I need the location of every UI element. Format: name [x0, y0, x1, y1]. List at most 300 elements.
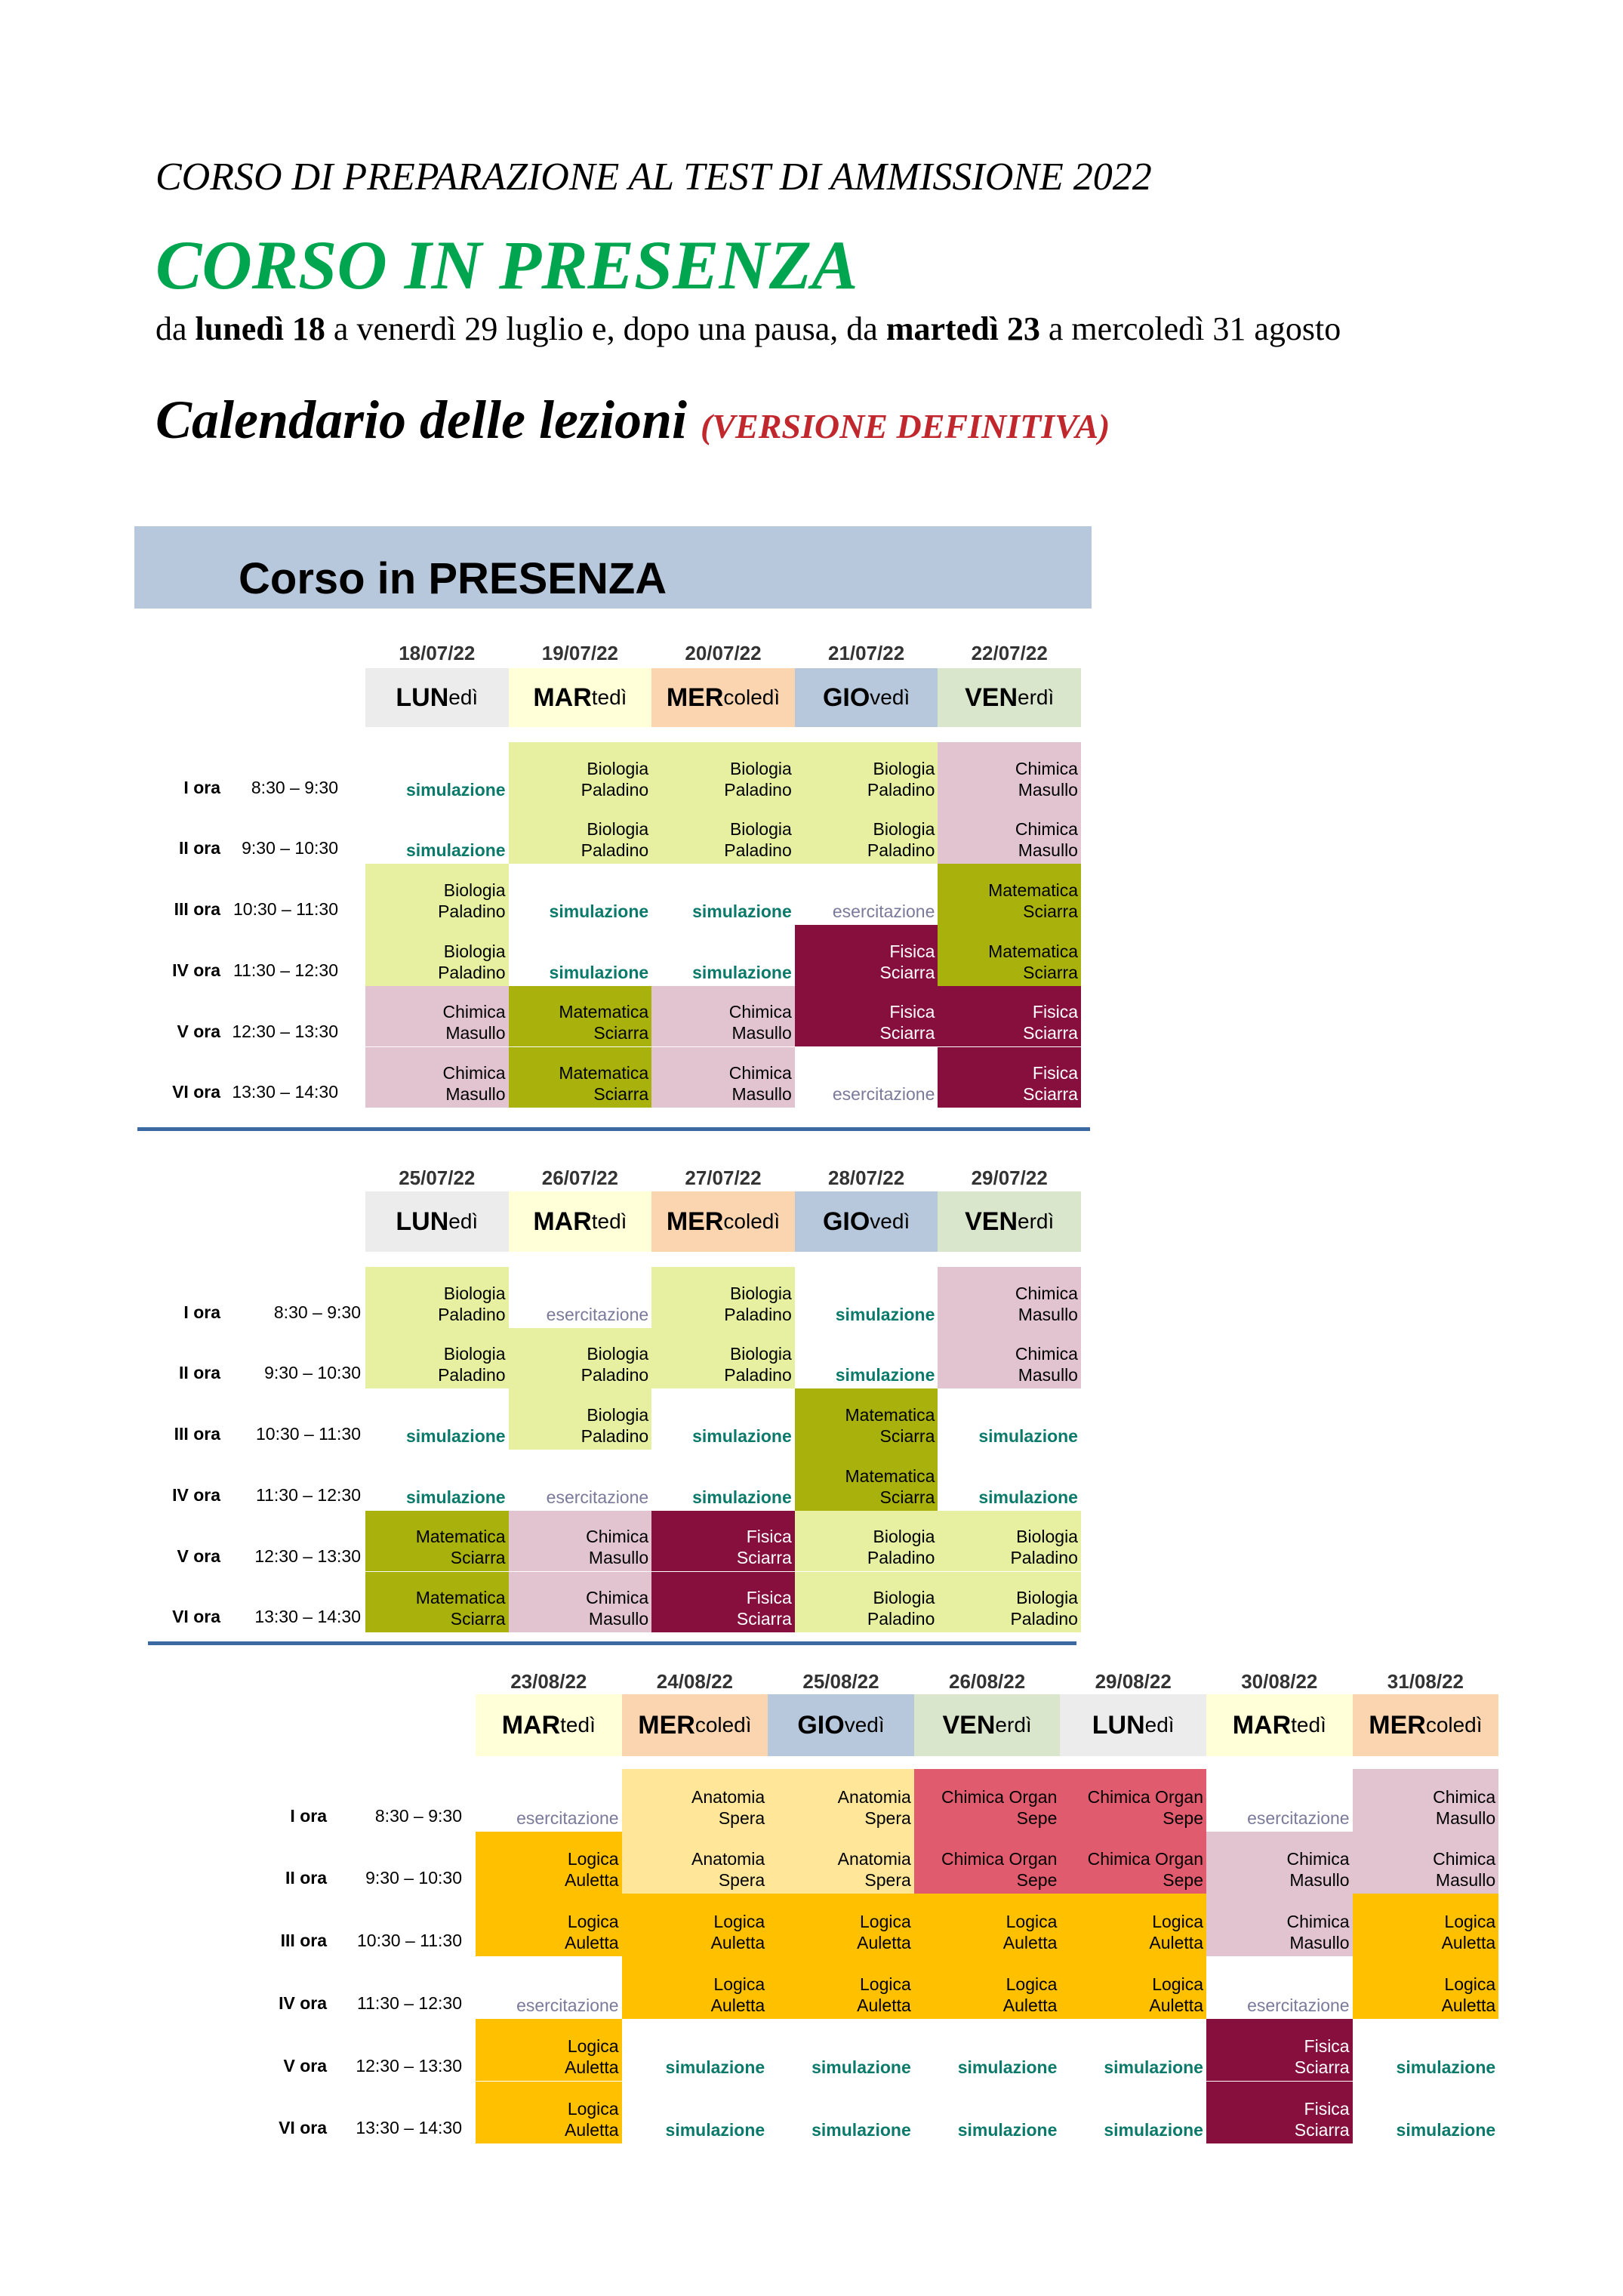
hour-label: III ora — [174, 899, 220, 920]
lesson-cell — [622, 1956, 768, 2019]
day-name-rest: tedì — [591, 1210, 627, 1233]
subject-name: Anatomia — [837, 1786, 911, 1807]
lesson-cell — [651, 1511, 795, 1572]
subject-name: Chimica — [1015, 819, 1078, 840]
subject-name: Chimica — [1286, 1912, 1350, 1932]
subject-name: Matematica — [559, 1063, 649, 1083]
simulazione-label: simulazione — [665, 2120, 765, 2140]
day-date: 20/07/22 — [685, 642, 762, 664]
day-name-abbr: LUN — [396, 683, 449, 712]
subject-name: Biologia — [873, 1588, 935, 1608]
subject-name: Logica — [1444, 1974, 1496, 1994]
teacher-name: Sepe — [1016, 1870, 1058, 1891]
lesson-cell — [795, 742, 938, 803]
lesson-cell — [1353, 2082, 1499, 2144]
teacher-name: Sciarra — [736, 1548, 792, 1568]
lesson-cell — [1206, 1769, 1353, 1832]
teacher-name: Sciarra — [1023, 962, 1078, 982]
teacher-name: Auletta — [564, 1933, 619, 1953]
lesson-cell — [938, 1047, 1081, 1108]
lesson-cell — [365, 864, 509, 925]
lesson-cell — [622, 2019, 768, 2082]
lesson-cell — [1060, 1956, 1206, 2019]
lesson-cell — [651, 925, 795, 986]
day-header — [768, 1694, 914, 1756]
hour-label: IV ora — [172, 960, 220, 980]
teacher-name: Paladino — [724, 779, 792, 800]
day-header — [365, 1191, 509, 1252]
subject-name: Matematica — [988, 880, 1078, 901]
lesson-cell — [651, 1328, 795, 1389]
lesson-cell — [509, 803, 652, 864]
hour-label: VI ora — [172, 1607, 220, 1627]
lesson-cell — [795, 803, 938, 864]
day-date: 25/08/22 — [802, 1670, 879, 1693]
lesson-cell — [938, 803, 1081, 864]
hour-time: 11:30 – 12:30 — [357, 1992, 462, 2013]
day-name-rest: erdì — [1018, 1210, 1055, 1233]
lesson-cell — [795, 1267, 938, 1328]
day-name-rest: edì — [448, 686, 479, 709]
teacher-name: Paladino — [724, 840, 792, 861]
lesson-cell — [365, 925, 509, 986]
lesson-cell — [795, 1450, 938, 1511]
lesson-cell — [622, 1832, 768, 1894]
day-name-abbr: GIO — [822, 683, 870, 712]
teacher-name: Paladino — [438, 1365, 506, 1385]
lesson-cell — [509, 925, 652, 986]
esercitazione-label: esercitazione — [516, 1995, 619, 2015]
hour-label: I ora — [183, 777, 220, 797]
lesson-cell — [938, 1572, 1081, 1633]
lesson-cell — [509, 986, 652, 1047]
lesson-cell — [509, 1572, 652, 1633]
subject-name: Anatomia — [837, 1849, 911, 1869]
subject-name: Chimica — [586, 1527, 649, 1547]
day-name-abbr: MER — [666, 1207, 724, 1236]
teacher-name: Sepe — [1163, 1808, 1203, 1828]
day-name-abbr: GIO — [797, 1710, 845, 1740]
subject-name: Logica — [860, 1912, 911, 1932]
esercitazione-label: esercitazione — [546, 1304, 649, 1324]
teacher-name: Paladino — [724, 1365, 792, 1385]
lesson-cell — [651, 1388, 795, 1450]
hour-time: 12:30 – 13:30 — [254, 1546, 361, 1566]
hour-time: 10:30 – 11:30 — [357, 1931, 462, 1951]
teacher-name: Auletta — [564, 1870, 619, 1891]
lesson-cell — [768, 2082, 914, 2144]
teacher-name: Auletta — [1149, 1995, 1203, 2015]
subject-name: Biologia — [443, 880, 506, 901]
teacher-name: Masullo — [731, 1084, 792, 1105]
teacher-name: Sciarra — [1023, 901, 1078, 922]
lesson-cell — [1353, 1956, 1499, 2019]
teacher-name: Paladino — [724, 1304, 792, 1324]
hour-time: 12:30 – 13:30 — [232, 1021, 338, 1041]
hour-label: III ora — [280, 1931, 327, 1951]
subject-name: Fisica — [1032, 1063, 1078, 1083]
day-header — [1060, 1694, 1206, 1756]
subject-name: Biologia — [443, 1344, 506, 1364]
teacher-name: Auletta — [1149, 1933, 1203, 1953]
teacher-name: Sciarra — [450, 1609, 506, 1629]
lesson-cell — [651, 864, 795, 925]
subject-name: Matematica — [845, 1405, 935, 1425]
subject-name: Logica — [1006, 1912, 1058, 1932]
subject-name: Logica — [567, 1912, 619, 1932]
esercitazione-label: esercitazione — [546, 1487, 649, 1507]
day-date: 27/07/22 — [685, 1166, 762, 1189]
lesson-cell — [795, 986, 938, 1047]
lesson-cell — [622, 1894, 768, 1956]
teacher-name: Masullo — [1435, 1870, 1496, 1891]
day-date: 18/07/22 — [399, 642, 476, 664]
day-header — [651, 1191, 795, 1252]
simulazione-label: simulazione — [978, 1487, 1078, 1507]
hour-label: VI ora — [172, 1082, 220, 1102]
subject-name: Biologia — [587, 819, 649, 840]
day-header — [622, 1694, 768, 1756]
teacher-name: Spera — [718, 1808, 765, 1828]
simulazione-label: simulazione — [835, 1304, 935, 1324]
subject-name: Fisica — [1032, 1002, 1078, 1022]
hour-label: II ora — [285, 1868, 327, 1888]
subject-name: Biologia — [1016, 1527, 1078, 1547]
subject-name: Anatomia — [691, 1786, 765, 1807]
day-name-abbr: LUN — [1092, 1710, 1145, 1740]
day-name-abbr: MER — [638, 1710, 695, 1740]
lesson-cell — [914, 1769, 1061, 1832]
subject-name: Logica — [567, 2099, 619, 2119]
day-date: 26/07/22 — [541, 1166, 618, 1189]
hour-label: VI ora — [279, 2118, 327, 2138]
teacher-name: Auletta — [710, 1933, 765, 1953]
teacher-name: Spera — [864, 1870, 911, 1891]
subject-name: Fisica — [1304, 2036, 1350, 2057]
day-date: 22/07/22 — [971, 642, 1048, 664]
lesson-cell — [914, 2019, 1061, 2082]
subject-name: Chimica — [442, 1002, 506, 1022]
simulazione-label: simulazione — [665, 2057, 765, 2078]
day-date: 29/07/22 — [971, 1166, 1048, 1189]
teacher-name: Sciarra — [879, 1426, 935, 1447]
subject-name: Biologia — [587, 1405, 649, 1425]
subject-name: Chimica Organ — [1087, 1849, 1203, 1869]
teacher-name: Auletta — [564, 2120, 619, 2140]
hour-label: V ora — [283, 2055, 327, 2076]
day-date: 25/07/22 — [399, 1166, 476, 1189]
banner-title: Corso in PRESENZA — [239, 554, 667, 603]
day-name-abbr: GIO — [822, 1207, 870, 1236]
lesson-cell — [476, 1894, 622, 1956]
lesson-cell — [914, 1832, 1061, 1894]
teacher-name: Paladino — [867, 1609, 935, 1629]
teacher-name: Masullo — [445, 1023, 506, 1043]
simulazione-label: simulazione — [549, 901, 649, 922]
course-dates: da lunedì 18 a venerdì 29 luglio e, dopo una pausa, da martedì 23 a mercoledì 31 agosto — [156, 310, 1341, 347]
hour-time: 10:30 – 11:30 — [256, 1424, 361, 1444]
lesson-cell — [365, 1047, 509, 1108]
lesson-cell — [365, 986, 509, 1047]
subject-name: Biologia — [729, 819, 792, 840]
subject-name: Chimica Organ — [941, 1786, 1058, 1807]
subject-name: Logica — [1006, 1974, 1058, 1994]
lesson-cell — [509, 864, 652, 925]
day-name-rest: vedì — [844, 1713, 885, 1737]
teacher-name: Paladino — [581, 1365, 649, 1385]
lesson-cell — [365, 1267, 509, 1328]
subject-name: Biologia — [873, 1527, 935, 1547]
hour-time: 8:30 – 9:30 — [273, 1302, 361, 1322]
day-name-rest: coledì — [723, 686, 781, 709]
teacher-name: Sepe — [1163, 1870, 1203, 1891]
subject-name: Chimica — [1015, 1283, 1078, 1303]
week-divider — [148, 1641, 1076, 1645]
day-header — [795, 668, 938, 727]
lesson-cell — [1206, 2019, 1353, 2082]
simulazione-label: simulazione — [812, 2120, 911, 2140]
subject-name: Logica — [1152, 1912, 1203, 1932]
lesson-cell — [938, 1267, 1081, 1328]
hour-time: 13:30 – 14:30 — [254, 1607, 361, 1627]
day-name-rest: coledì — [694, 1713, 752, 1737]
teacher-name: Masullo — [731, 1023, 792, 1043]
simulazione-label: simulazione — [692, 901, 792, 922]
subject-name: Anatomia — [691, 1849, 765, 1869]
teacher-name: Paladino — [581, 840, 649, 861]
teacher-name: Sciarra — [736, 1609, 792, 1629]
day-name-abbr: VEN — [942, 1710, 996, 1740]
subject-name: Chimica — [1286, 1849, 1350, 1869]
teacher-name: Auletta — [857, 1933, 911, 1953]
lesson-cell — [651, 803, 795, 864]
hour-time: 8:30 – 9:30 — [374, 1805, 462, 1826]
lesson-cell — [365, 803, 509, 864]
hour-time: 13:30 – 14:30 — [232, 1082, 338, 1102]
subject-name: Biologia — [587, 1344, 649, 1364]
teacher-name: Auletta — [710, 1995, 765, 2015]
lesson-cell — [1353, 1894, 1499, 1956]
teacher-name: Sciarra — [1023, 1084, 1078, 1105]
subject-name: Chimica — [728, 1002, 792, 1022]
teacher-name: Masullo — [1018, 1304, 1078, 1324]
week-divider — [137, 1127, 1090, 1131]
day-name-abbr: VEN — [965, 1207, 1018, 1236]
subject-name: Fisica — [1304, 2099, 1350, 2119]
teacher-name: Paladino — [1010, 1609, 1078, 1629]
day-header — [476, 1694, 622, 1756]
subject-name: Logica — [1444, 1912, 1496, 1932]
lesson-cell — [938, 1450, 1081, 1511]
subject-name: Matematica — [559, 1002, 649, 1022]
lesson-cell — [768, 1832, 914, 1894]
day-name-rest: tedì — [591, 686, 627, 709]
subject-name: Biologia — [873, 758, 935, 778]
hour-label: V ora — [177, 1546, 220, 1566]
hour-label: V ora — [177, 1021, 220, 1041]
subject-name: Matematica — [845, 1465, 935, 1486]
lesson-cell — [509, 1267, 652, 1328]
day-name-rest: erdì — [1018, 686, 1055, 709]
teacher-name: Masullo — [1018, 840, 1078, 861]
lesson-cell — [651, 742, 795, 803]
teacher-name: Paladino — [581, 1426, 649, 1447]
simulazione-label: simulazione — [692, 962, 792, 982]
day-date: 30/08/22 — [1241, 1670, 1318, 1693]
simulazione-label: simulazione — [692, 1426, 792, 1447]
subject-name: Biologia — [443, 1283, 506, 1303]
subject-name: Logica — [713, 1912, 765, 1932]
lesson-cell — [365, 1572, 509, 1633]
teacher-name: Sciarra — [879, 1023, 935, 1043]
esercitazione-label: esercitazione — [1247, 1808, 1350, 1828]
simulazione-label: simulazione — [1104, 2120, 1203, 2140]
teacher-name: Paladino — [438, 901, 506, 922]
teacher-name: Auletta — [1002, 1995, 1058, 2015]
subject-name: Biologia — [587, 758, 649, 778]
simulazione-label: simulazione — [957, 2120, 1058, 2140]
day-date: 29/08/22 — [1095, 1670, 1172, 1693]
hour-time: 12:30 – 13:30 — [356, 2055, 462, 2076]
subject-name: Fisica — [746, 1527, 792, 1547]
hour-time: 13:30 – 14:30 — [356, 2118, 462, 2138]
lesson-cell — [1206, 2082, 1353, 2144]
esercitazione-label: esercitazione — [832, 901, 935, 922]
lesson-cell — [476, 1769, 622, 1832]
lesson-cell — [768, 1956, 914, 2019]
day-header — [938, 1191, 1081, 1252]
lesson-cell — [1353, 1769, 1499, 1832]
simulazione-label: simulazione — [812, 2057, 911, 2078]
simulazione-label: simulazione — [549, 962, 649, 982]
course-mode-title: CORSO IN PRESENZA — [156, 227, 858, 304]
lesson-cell — [795, 1047, 938, 1108]
day-name-abbr: LUN — [396, 1207, 449, 1236]
subject-name: Chimica Organ — [1087, 1786, 1203, 1807]
lesson-cell — [1353, 1832, 1499, 1894]
hour-time: 9:30 – 10:30 — [264, 1363, 361, 1383]
esercitazione-label: esercitazione — [832, 1084, 935, 1105]
lesson-cell — [365, 1328, 509, 1389]
teacher-name: Spera — [864, 1808, 911, 1828]
teacher-name: Sciarra — [879, 1487, 935, 1507]
hour-label: II ora — [179, 1363, 220, 1383]
teacher-name: Paladino — [581, 779, 649, 800]
hour-time: 9:30 – 10:30 — [365, 1868, 462, 1888]
lesson-cell — [476, 2082, 622, 2144]
lesson-cell — [914, 2082, 1061, 2144]
teacher-name: Masullo — [1289, 1933, 1350, 1953]
subject-name: Biologia — [443, 941, 506, 961]
hour-label: IV ora — [172, 1484, 220, 1505]
day-date: 23/08/22 — [510, 1670, 587, 1693]
lesson-cell — [795, 1572, 938, 1633]
subject-name: Chimica — [1433, 1786, 1496, 1807]
day-name-rest: tedì — [560, 1713, 596, 1737]
hour-label: IV ora — [279, 1992, 327, 2013]
lesson-cell — [365, 1388, 509, 1450]
lesson-cell — [938, 864, 1081, 925]
lesson-cell — [622, 1769, 768, 1832]
subject-name: Chimica — [1015, 758, 1078, 778]
lesson-cell — [476, 2019, 622, 2082]
day-name-abbr: MAR — [533, 1207, 592, 1236]
lesson-cell — [768, 1894, 914, 1956]
lesson-cell — [1060, 2082, 1206, 2144]
lesson-cell — [938, 1328, 1081, 1389]
day-name-abbr: MAR — [533, 683, 592, 712]
teacher-name: Masullo — [1018, 1365, 1078, 1385]
day-date: 19/07/22 — [541, 642, 618, 664]
esercitazione-label: esercitazione — [1247, 1995, 1350, 2015]
teacher-name: Sciarra — [593, 1023, 649, 1043]
lesson-cell — [651, 986, 795, 1047]
subject-name: Biologia — [729, 1283, 792, 1303]
teacher-name: Masullo — [1018, 779, 1078, 800]
teacher-name: Paladino — [438, 962, 506, 982]
lesson-cell — [938, 1388, 1081, 1450]
lesson-cell — [914, 1894, 1061, 1956]
lesson-cell — [651, 1267, 795, 1328]
day-date: 24/08/22 — [656, 1670, 733, 1693]
simulazione-label: simulazione — [405, 1426, 506, 1447]
hour-time: 9:30 – 10:30 — [242, 838, 338, 858]
lesson-cell — [365, 1511, 509, 1572]
day-name-rest: erdì — [995, 1713, 1032, 1737]
day-date: 26/08/22 — [948, 1670, 1026, 1693]
day-name-rest: edì — [1144, 1713, 1175, 1737]
subject-name: Logica — [567, 2036, 619, 2057]
course-heading: CORSO DI PREPARAZIONE AL TEST DI AMMISSIONE 2022 — [156, 156, 1152, 199]
teacher-name: Sepe — [1016, 1808, 1058, 1828]
subject-name: Matematica — [415, 1527, 506, 1547]
subject-name: Fisica — [746, 1588, 792, 1608]
lesson-cell — [938, 742, 1081, 803]
day-name-rest: coledì — [723, 1210, 781, 1233]
subject-name: Matematica — [415, 1588, 506, 1608]
teacher-name: Auletta — [1441, 1995, 1496, 2015]
teacher-name: Sciarra — [450, 1548, 506, 1568]
subject-name: Biologia — [1016, 1588, 1078, 1608]
subject-name: Biologia — [729, 758, 792, 778]
lesson-cell — [1206, 1956, 1353, 2019]
teacher-name: Masullo — [1435, 1808, 1496, 1828]
lesson-cell — [1060, 1832, 1206, 1894]
lesson-cell — [365, 1450, 509, 1511]
hour-time: 8:30 – 9:30 — [251, 777, 338, 797]
day-name-rest: vedì — [870, 1210, 910, 1233]
teacher-name: Auletta — [857, 1995, 911, 2015]
hour-label: I ora — [183, 1302, 220, 1322]
teacher-name: Masullo — [1289, 1870, 1350, 1891]
lesson-cell — [509, 1388, 652, 1450]
hour-time: 10:30 – 11:30 — [233, 899, 338, 920]
lesson-cell — [651, 1572, 795, 1633]
day-name-abbr: MAR — [501, 1710, 561, 1740]
subject-name: Biologia — [873, 819, 935, 840]
lesson-cell — [938, 1511, 1081, 1572]
day-header — [365, 668, 509, 727]
simulazione-label: simulazione — [978, 1426, 1078, 1447]
subject-name: Matematica — [988, 941, 1078, 961]
day-name-abbr: MAR — [1232, 1710, 1292, 1740]
teacher-name: Sciarra — [1294, 2120, 1350, 2140]
day-header — [938, 668, 1081, 727]
day-date: 21/07/22 — [827, 642, 905, 664]
teacher-name: Paladino — [867, 1548, 935, 1568]
day-date: 31/08/22 — [1387, 1670, 1464, 1693]
day-name-rest: edì — [448, 1210, 479, 1233]
